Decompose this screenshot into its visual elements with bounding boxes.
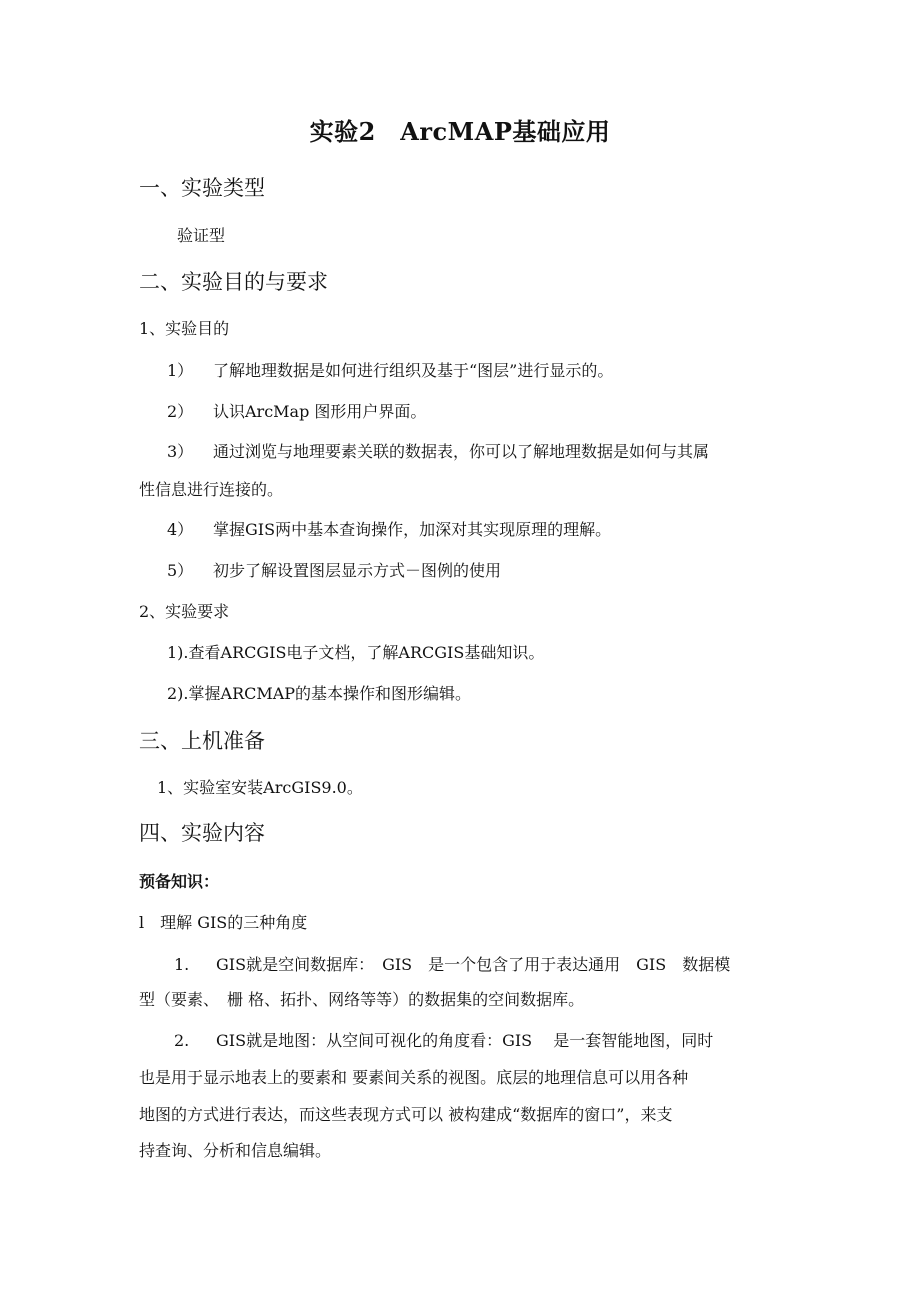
paragraph-line: [174, 955, 730, 974]
goal-item: [167, 520, 611, 539]
goal-text: 初步了解设置图层显示方式－图例的使用: [213, 561, 502, 580]
paragraph-line: 持查询、分析和信息编辑。: [139, 1141, 332, 1160]
goal-number: 2）: [167, 402, 194, 421]
paragraph-text: GIS就是空间数据库： GIS 是一个包含了用于表达通用 GIS 数据模: [216, 955, 731, 974]
goal-number: 4）: [167, 520, 194, 539]
section-heading-prep: 三、上机准备: [139, 729, 265, 753]
paragraph-line: [174, 1031, 713, 1050]
paragraph-number: 2.: [174, 1031, 190, 1050]
goal-number: 3）: [167, 442, 194, 461]
subheading-goals: 1、实验目的: [139, 319, 230, 338]
goal-item: [167, 361, 613, 380]
goal-text: 认识ArcMap 图形用户界面。: [213, 402, 427, 421]
section-heading-goals: 二、实验目的与要求: [139, 270, 328, 294]
paragraph-line: 地图的方式进行表达，而这些表现方式可以 被构建成“数据库的窗口”，来支: [139, 1105, 673, 1124]
prep-text: 1、实验室安装ArcGIS9.0。: [157, 778, 363, 797]
goal-item: [167, 561, 501, 580]
subheading-requirements: 2、实验要求: [139, 602, 230, 621]
goal-number: 1）: [167, 361, 194, 380]
section-heading-content: 四、实验内容: [139, 821, 265, 845]
goal-item: [167, 442, 709, 461]
goal-text: 掌握GIS两中基本查询操作，加深对其实现原理的理解。: [213, 520, 612, 539]
goal-text: 通过浏览与地理要素关联的数据表，你可以了解地理数据是如何与其属: [213, 442, 710, 461]
paragraph-text: GIS就是地图：从空间可视化的角度看：GIS 是一套智能地图，同时: [216, 1031, 714, 1050]
requirement-item: 2).掌握ARCMAP的基本操作和图形编辑。: [167, 684, 472, 703]
page-title: 实验2 ArcMAP基础应用: [309, 117, 611, 146]
goal-text: 了解地理数据是如何进行组织及基于“图层”进行显示的。: [213, 361, 614, 380]
knowledge-point: l 理解 GIS的三种角度: [139, 913, 308, 932]
goal-text-continued: 性信息进行连接的。: [139, 480, 284, 499]
paragraph-line: 也是用于显示地表上的要素和 要素间关系的视图。底层的地理信息可以用各种: [139, 1068, 689, 1087]
goal-item: [167, 402, 426, 421]
section-heading-type: 一、实验类型: [139, 176, 265, 200]
type-text: 验证型: [177, 226, 226, 245]
paragraph-line: 型（要素、 栅 格、拓扑、网络等等）的数据集的空间数据库。: [139, 990, 585, 1009]
prep-knowledge-label: 预备知识：: [139, 872, 220, 891]
goal-number: 5）: [167, 561, 194, 580]
paragraph-number: 1.: [174, 955, 190, 974]
requirement-item: 1).查看ARCGIS电子文档，了解ARCGIS基础知识。: [167, 643, 545, 662]
